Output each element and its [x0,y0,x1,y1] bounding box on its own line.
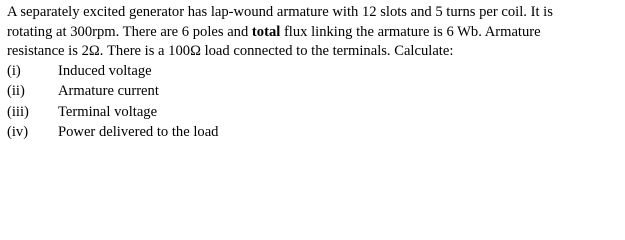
question-item-1 [7,62,621,83]
statement-line-2-end: flux linking the armature is 6 Wb. Armature [280,23,541,40]
problem-document [7,3,621,144]
question-number: (iii) [7,103,29,120]
question-list [7,62,621,144]
question-item-3 [7,103,621,124]
question-text: Power delivered to the load [58,124,219,141]
statement-line-2-start: rotating at 300rpm. There are 6 poles and [7,23,252,40]
question-number: (i) [7,62,21,79]
question-text: Induced voltage [58,62,152,79]
question-text: Armature current [58,83,159,100]
question-item-2 [7,82,621,103]
question-number: (ii) [7,83,25,100]
statement-line-3: resistance is 2Ω. There is a 100Ω load connected to the terminals. Calculate: [7,43,454,60]
statement-line-2 [7,23,621,43]
problem-statement [7,3,621,62]
question-item-4 [7,123,621,144]
question-number: (iv) [7,124,29,141]
statement-line-1: A separately excited generator has lap-wound armature with 12 slots and 5 turns per coil. It is [7,4,553,20]
question-text: Terminal voltage [58,103,158,120]
bold-word-total: total [251,23,281,40]
